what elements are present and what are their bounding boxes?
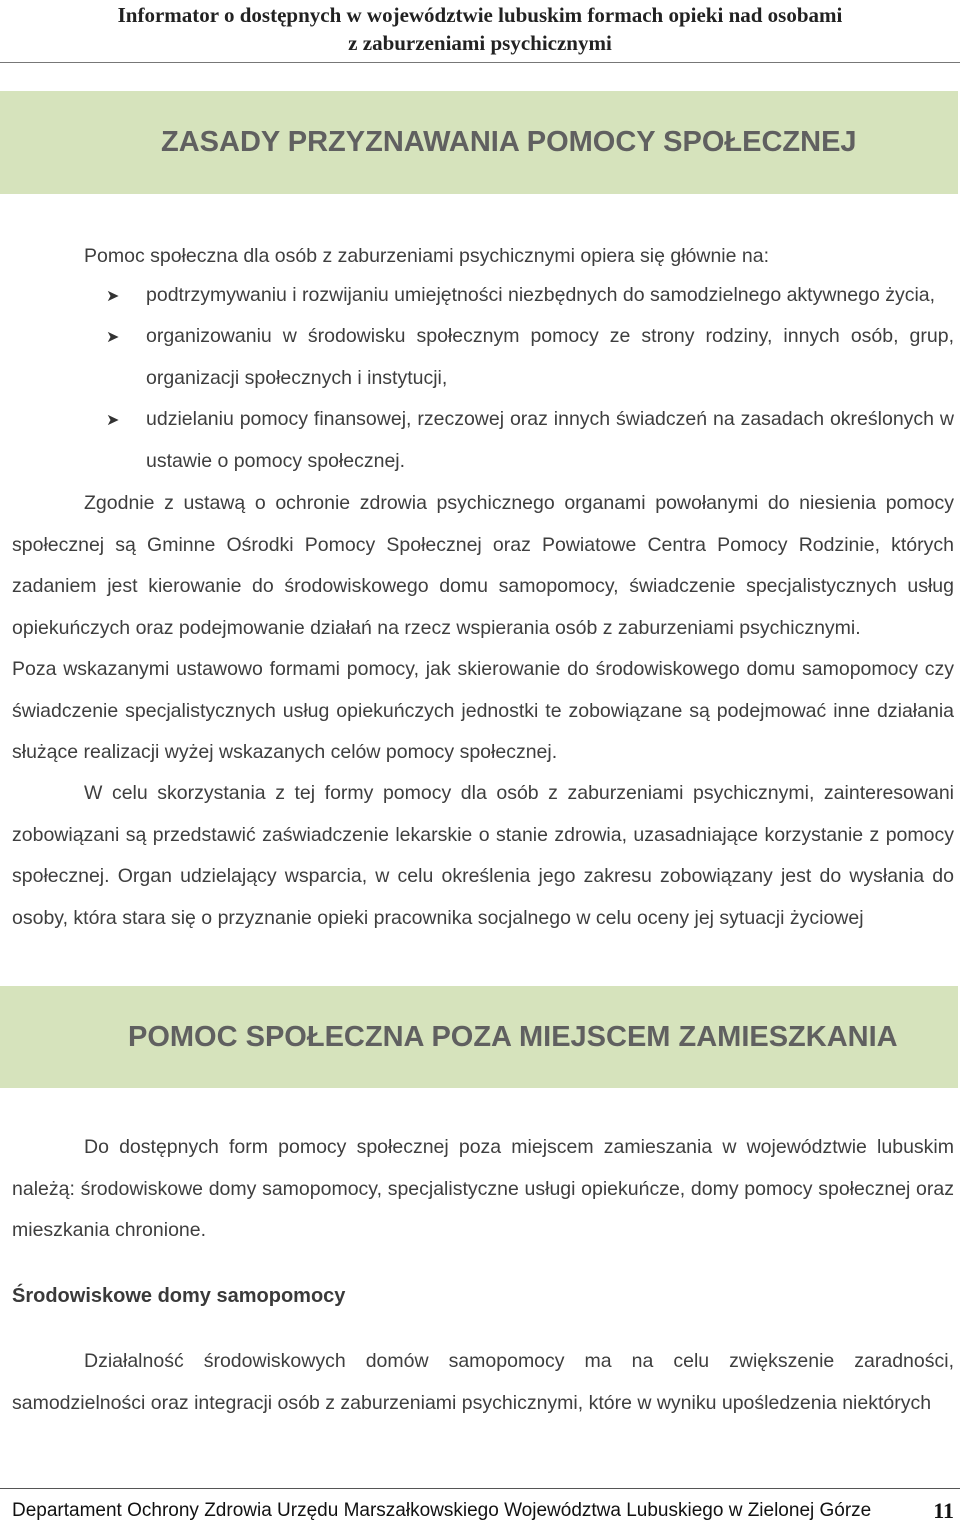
- section-title: POMOC SPOŁECZNA POZA MIEJSCEM ZAMIESZKANIA: [128, 1020, 898, 1053]
- list-item: organizowaniu w środowisku społecznym pomocy ze strony rodziny, innych osób, grup, organizacji społecznych i instytucji,: [146, 325, 954, 389]
- paragraph: Do dostępnych form pomocy społecznej poza miejscem zamieszania w województwie lubuskim należą: środowiskowe domy samopomocy, specjalistyczne usługi opiekuńcze, domy pomocy społecznej oraz mieszkania chronione.: [12, 1136, 954, 1241]
- paragraph: Działalność środowiskowych domów samopomocy ma na celu zwiększenie zaradności, samodzielności oraz integracji osób z zaburzeniami psychicznymi, które w wyniku upośledzenia niektórych: [12, 1350, 954, 1414]
- section-title: ZASADY PRZYZNAWANIA POMOCY SPOŁECZNEJ: [161, 126, 857, 158]
- intro-text: Pomoc społeczna dla osób z zaburzeniami psychicznymi opiera się głównie na:: [84, 245, 770, 267]
- arrowhead-bullet-icon: ➤: [106, 288, 120, 305]
- subheading: Środowiskowe domy samopomocy: [12, 1285, 346, 1307]
- header-line-2: z zaburzeniami psychicznymi: [348, 31, 612, 55]
- list-item: udzielaniu pomocy finansowej, rzeczowej oraz innych świadczeń na zasadach określonych w ustawie o pomocy społecznej.: [146, 408, 954, 472]
- page-number: 11: [933, 1498, 954, 1523]
- header-divider: [0, 62, 960, 63]
- arrowhead-bullet-icon: ➤: [106, 329, 120, 346]
- arrowhead-bullet-icon: ➤: [106, 412, 120, 429]
- footer-text: Departament Ochrony Zdrowia Urzędu Marszałkowskiego Województwa Lubuskiego w Zielonej Górze: [12, 1500, 872, 1521]
- section-banner-poza-miejscem: [0, 986, 958, 1088]
- section-banner-zasady: [0, 91, 958, 194]
- list-item: podtrzymywaniu i rozwijaniu umiejętności niezbędnych do samodzielnego aktywnego życia,: [146, 284, 936, 306]
- paragraph: W celu skorzystania z tej formy pomocy dla osób z zaburzeniami psychicznymi, zainteresowani zobowiązani są przedstawić zaświadczenie lekarskie o stanie zdrowia, uzasadniające korzystanie z pomocy społecznej. Organ udzielający wsparcia, w celu określenia jego zakresu zobowiązany jest do wysłania do osoby, która stara się o przyznanie opieki pracownika socjalnego w celu oceny jej sytuacji życiowej: [12, 782, 954, 929]
- footer-divider: [0, 1488, 960, 1489]
- page-header: [0, 0, 960, 63]
- header-line-1: Informator o dostępnych w województwie lubuskim formach opieki nad osobami: [117, 3, 843, 27]
- page-footer: [12, 1496, 954, 1526]
- paragraph: Zgodnie z ustawą o ochronie zdrowia psychicznego organami powołanymi do niesienia pomocy społecznej są Gminne Ośrodki Pomocy Społecznej oraz Powiatowe Centra Pomocy Rodzinie, których zadaniem jest kierowanie do środowiskowego domu samopomocy, świadczenie specjalistycznych usług opiekuńczych oraz podejmowanie działań na rzecz wspierania osób z zaburzeniami psychicznymi.: [12, 492, 954, 639]
- paragraph: Poza wskazanymi ustawowo formami pomocy, jak skierowanie do środowiskowego domu samopomocy czy świadczenie specjalistycznych usług opiekuńczych jednostki te zobowiązane są podejmować inne działania służące realizacji wyżej wskazanych celów pomocy społecznej.: [12, 658, 954, 763]
